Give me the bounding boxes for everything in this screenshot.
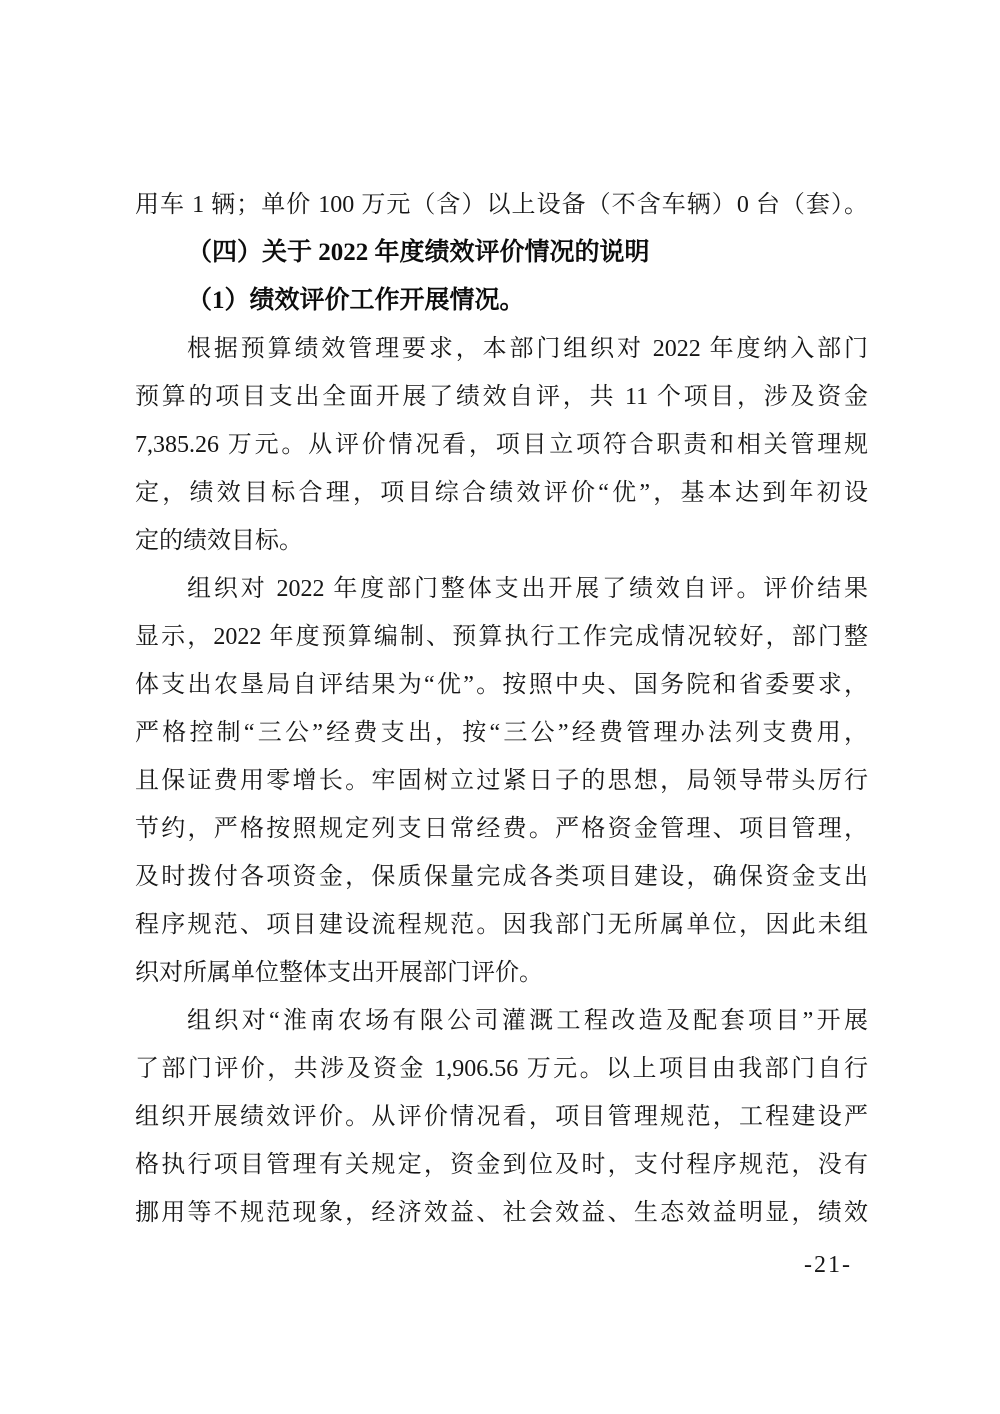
body-text-line: 预算的项目支出全面开展了绩效自评，共 11 个项目，涉及资金 (135, 384, 868, 410)
body-text-line: 体支出农垦局自评结果为“优”。按照中央、国务院和省委要求， (135, 672, 868, 698)
body-text-line: 节约，严格按照规定列支日常经费。严格资金管理、项目管理， (135, 816, 868, 842)
subsection-heading: （1）绩效评价工作开展情况。 (187, 287, 525, 314)
body-text-line: 显示，2022 年度预算编制、预算执行工作完成情况较好，部门整 (135, 624, 868, 650)
body-text-line: 严格控制“三公”经费支出，按“三公”经费管理办法列支费用， (135, 720, 868, 746)
section-heading: （四）关于 2022 年度绩效评价情况的说明 (187, 239, 650, 266)
page-number: -21- (804, 1252, 852, 1278)
body-text-line: 组织对“淮南农场有限公司灌溉工程改造及配套项目”开展 (187, 1008, 868, 1034)
body-text-line: 程序规范、项目建设流程规范。因我部门无所属单位，因此未组 (135, 912, 868, 938)
body-text-line: 根据预算绩效管理要求，本部门组织对 2022 年度纳入部门 (187, 336, 868, 362)
body-text-line: 织对所属单位整体支出开展部门评价。 (135, 960, 543, 986)
body-text-line: 定，绩效目标合理，项目综合绩效评价“优”，基本达到年初设 (135, 480, 868, 506)
body-text-line: 挪用等不规范现象，经济效益、社会效益、生态效益明显，绩效 (135, 1200, 868, 1226)
text-block (135, 181, 868, 1237)
body-text-line: 且保证费用零增长。牢固树立过紧日子的思想，局领导带头厉行 (135, 768, 868, 794)
body-text-line: 及时拨付各项资金，保质保量完成各类项目建设，确保资金支出 (135, 864, 868, 890)
body-text-line: 组织对 2022 年度部门整体支出开展了绩效自评。评价结果 (187, 576, 868, 602)
body-text-line: 用车 1 辆；单价 100 万元（含）以上设备（不含车辆）0 台（套）。 (135, 192, 868, 218)
body-text-line: 组织开展绩效评价。从评价情况看，项目管理规范，工程建设严 (135, 1104, 868, 1130)
body-text-line: 定的绩效目标。 (135, 528, 303, 554)
body-text-line: 格执行项目管理有关规定，资金到位及时，支付程序规范，没有 (135, 1152, 868, 1178)
body-text-line: 7,385.26 万元。从评价情况看，项目立项符合职责和相关管理规 (135, 432, 868, 458)
body-text-line: 了部门评价，共涉及资金 1,906.56 万元。以上项目由我部门自行 (135, 1056, 868, 1082)
